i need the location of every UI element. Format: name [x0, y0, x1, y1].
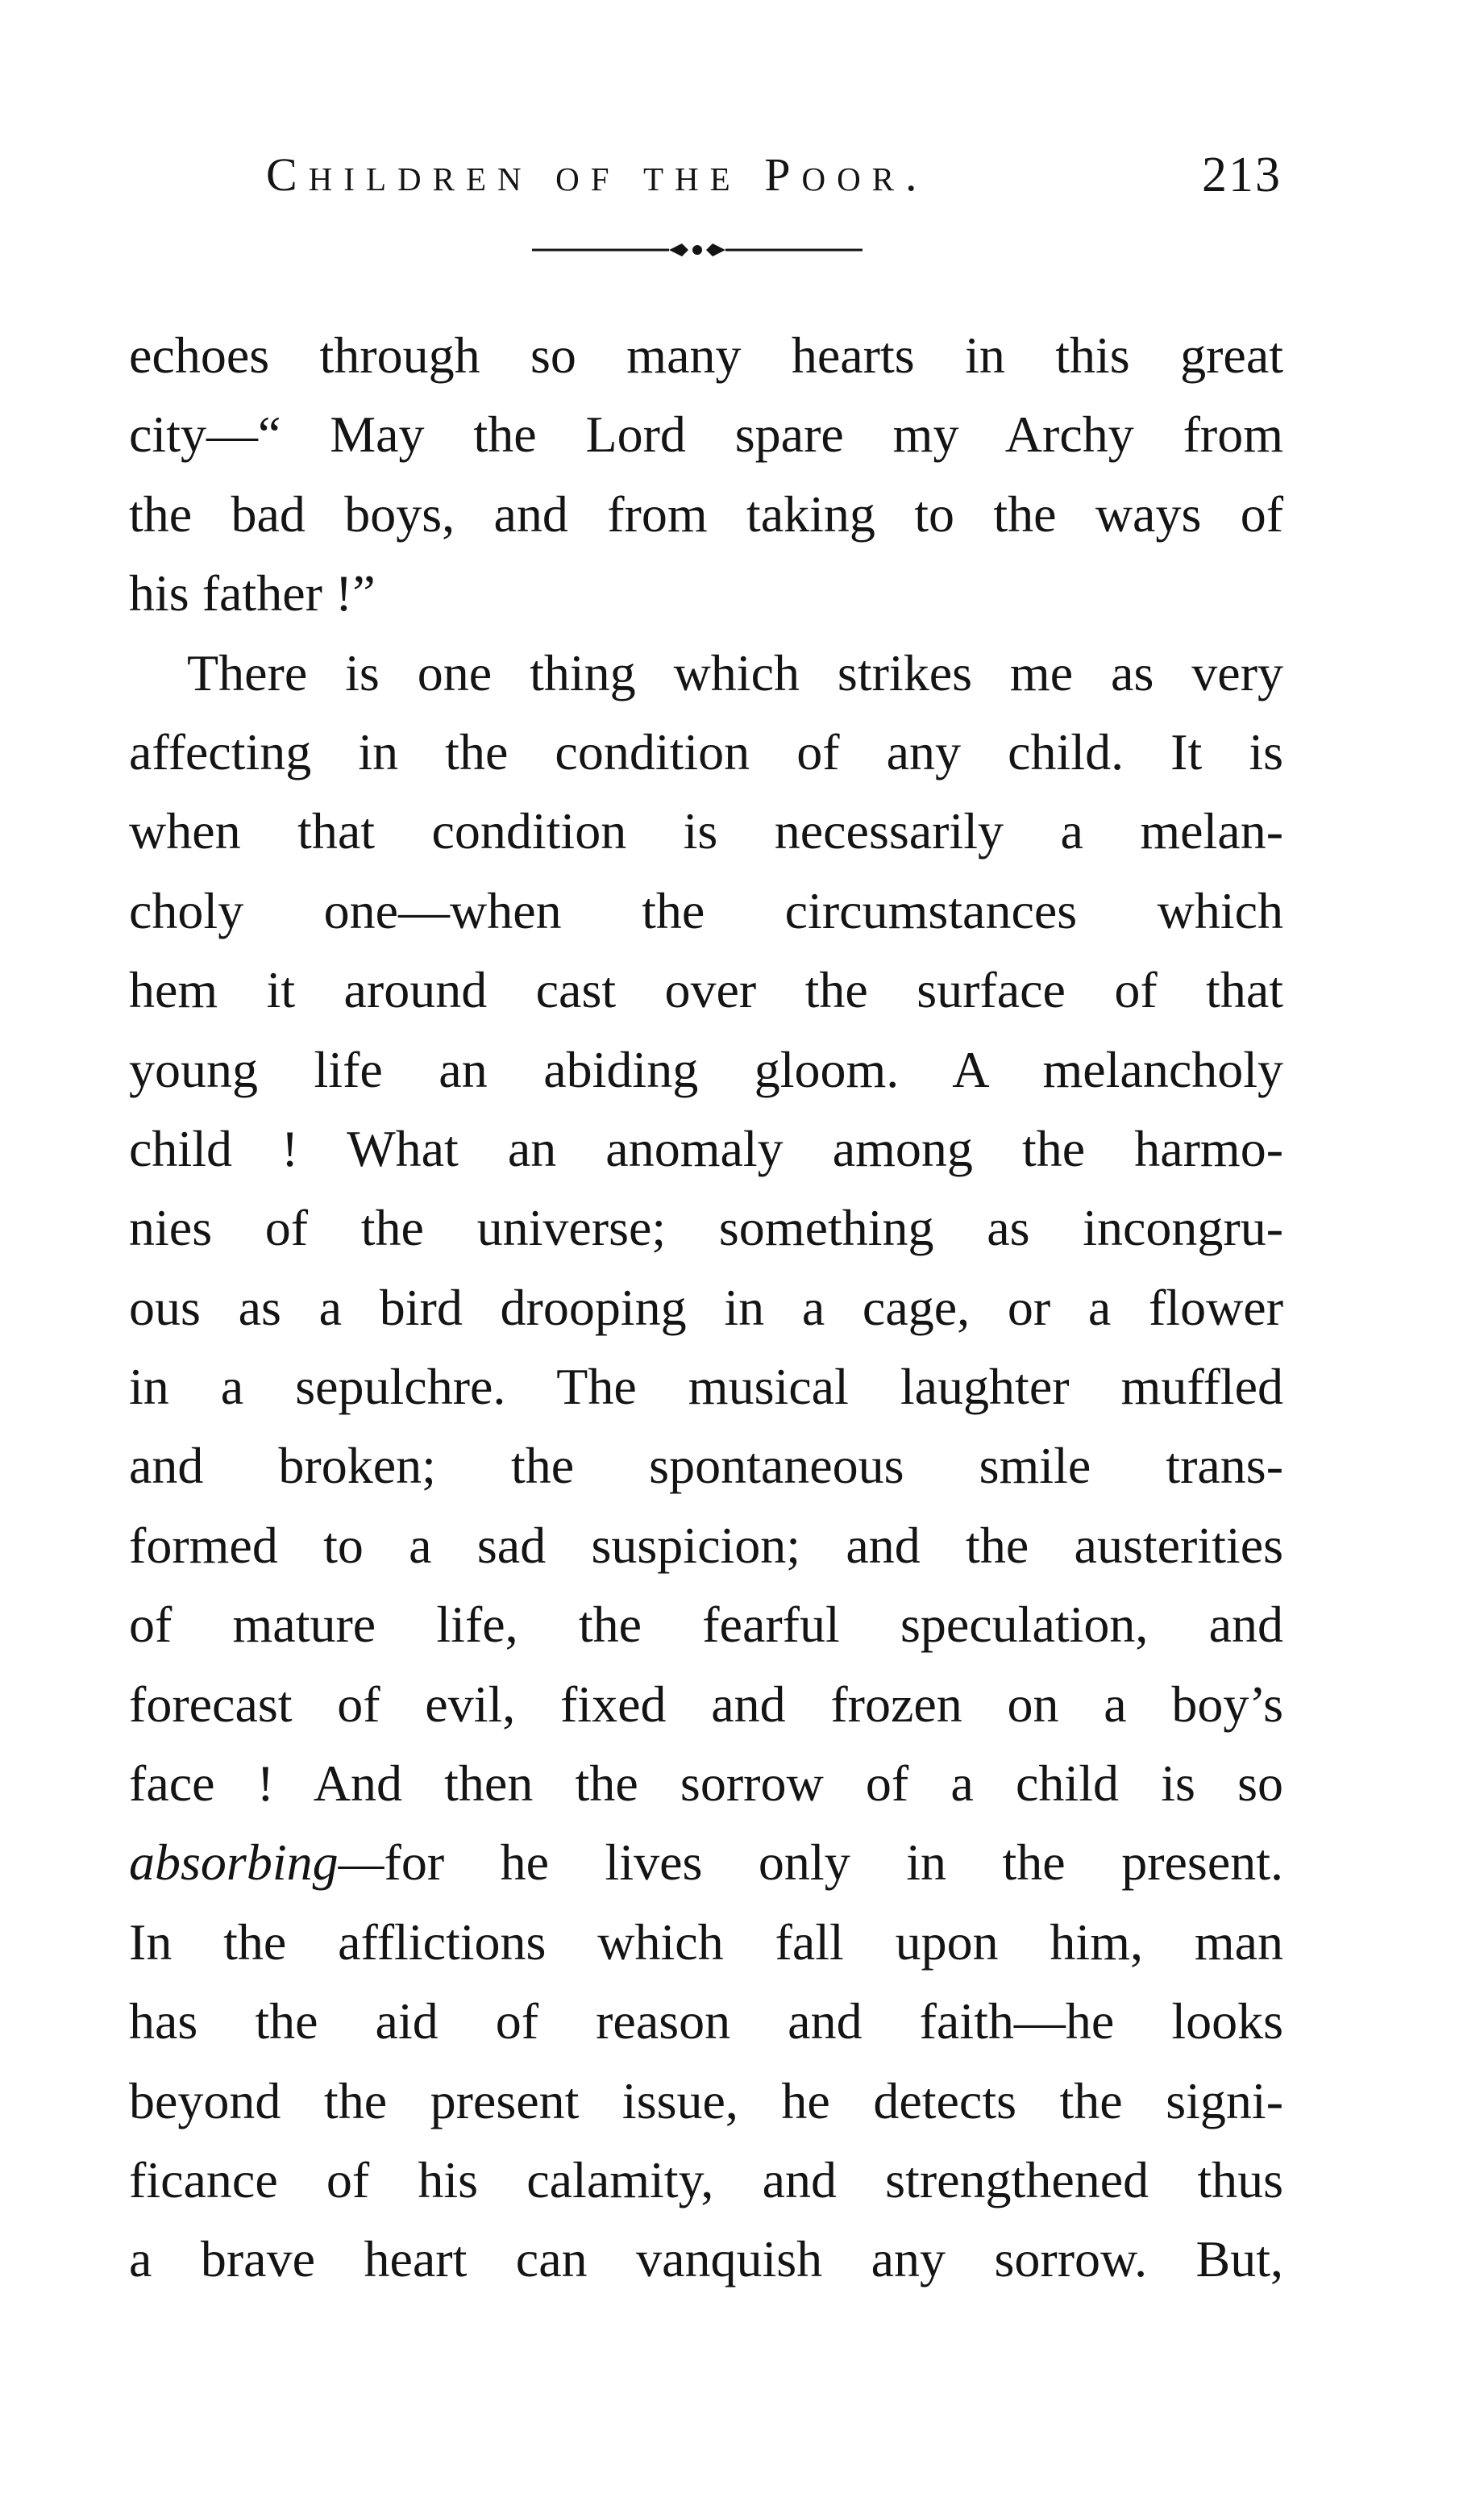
paragraph-start-line: There is one thing which strikes me as very	[187, 643, 1283, 701]
text-line: formed to a sad suspicion; and the austerities	[129, 1516, 1283, 1574]
text-line: and broken; the spontaneous smile trans-	[129, 1437, 1283, 1495]
text-line: his father !”	[129, 564, 376, 622]
text-line: face ! And then the sorrow of a child is so	[129, 1755, 1283, 1813]
text-line: ficance of his calamity, and strengthened thus	[129, 2150, 1283, 2208]
text-line: in a sepulchre. The musical laughter muffled	[129, 1358, 1283, 1416]
text-line: the bad boys, and from taking to the ways of	[129, 485, 1283, 543]
text-line: affecting in the condition of any child. It is	[129, 722, 1283, 781]
text-line: of mature life, the fearful speculation, and	[129, 1596, 1283, 1654]
text-line: city—“ May the Lord spare my Archy from	[129, 406, 1283, 464]
text-line: In the afflictions which fall upon him, man	[129, 1913, 1283, 1971]
text-line: echoes through so many hearts in this great	[129, 327, 1283, 384]
text-line: young life an abiding gloom. A melancholy	[129, 1040, 1283, 1098]
running-title: Children of the Poor.	[266, 148, 929, 201]
text-line: nies of the universe; something as incongru-	[129, 1199, 1283, 1257]
text-line: forecast of evil, fixed and frozen on a boy’s	[129, 1675, 1283, 1733]
text-line: a brave heart can vanquish any sorrow. But,	[129, 2230, 1283, 2288]
text-line: beyond the present issue, he detects the signi-	[129, 2071, 1283, 2129]
running-head	[129, 139, 1282, 211]
text-line: choly one—when the circumstances which	[129, 881, 1283, 939]
italic-phrase: absorbing—	[129, 1834, 385, 1892]
text-line-italic-start	[129, 1823, 1283, 1902]
text-line: hem it around cast over the surface of that	[129, 961, 1283, 1019]
text-line: ous as a bird drooping in a cage, or a flower	[129, 1278, 1283, 1336]
text-line: when that condition is necessarily a melan-	[129, 802, 1283, 860]
page-number: 213	[1202, 148, 1282, 202]
text-line: child ! What an anomaly among the harmo-	[129, 1119, 1283, 1177]
rule-with-ornament-icon	[532, 235, 863, 264]
body-text	[129, 316, 1283, 2300]
text-line-remainder: for he lives only in the present.	[384, 1834, 1283, 1892]
text-line: has the aid of reason and faith—he looks	[129, 1992, 1283, 2050]
